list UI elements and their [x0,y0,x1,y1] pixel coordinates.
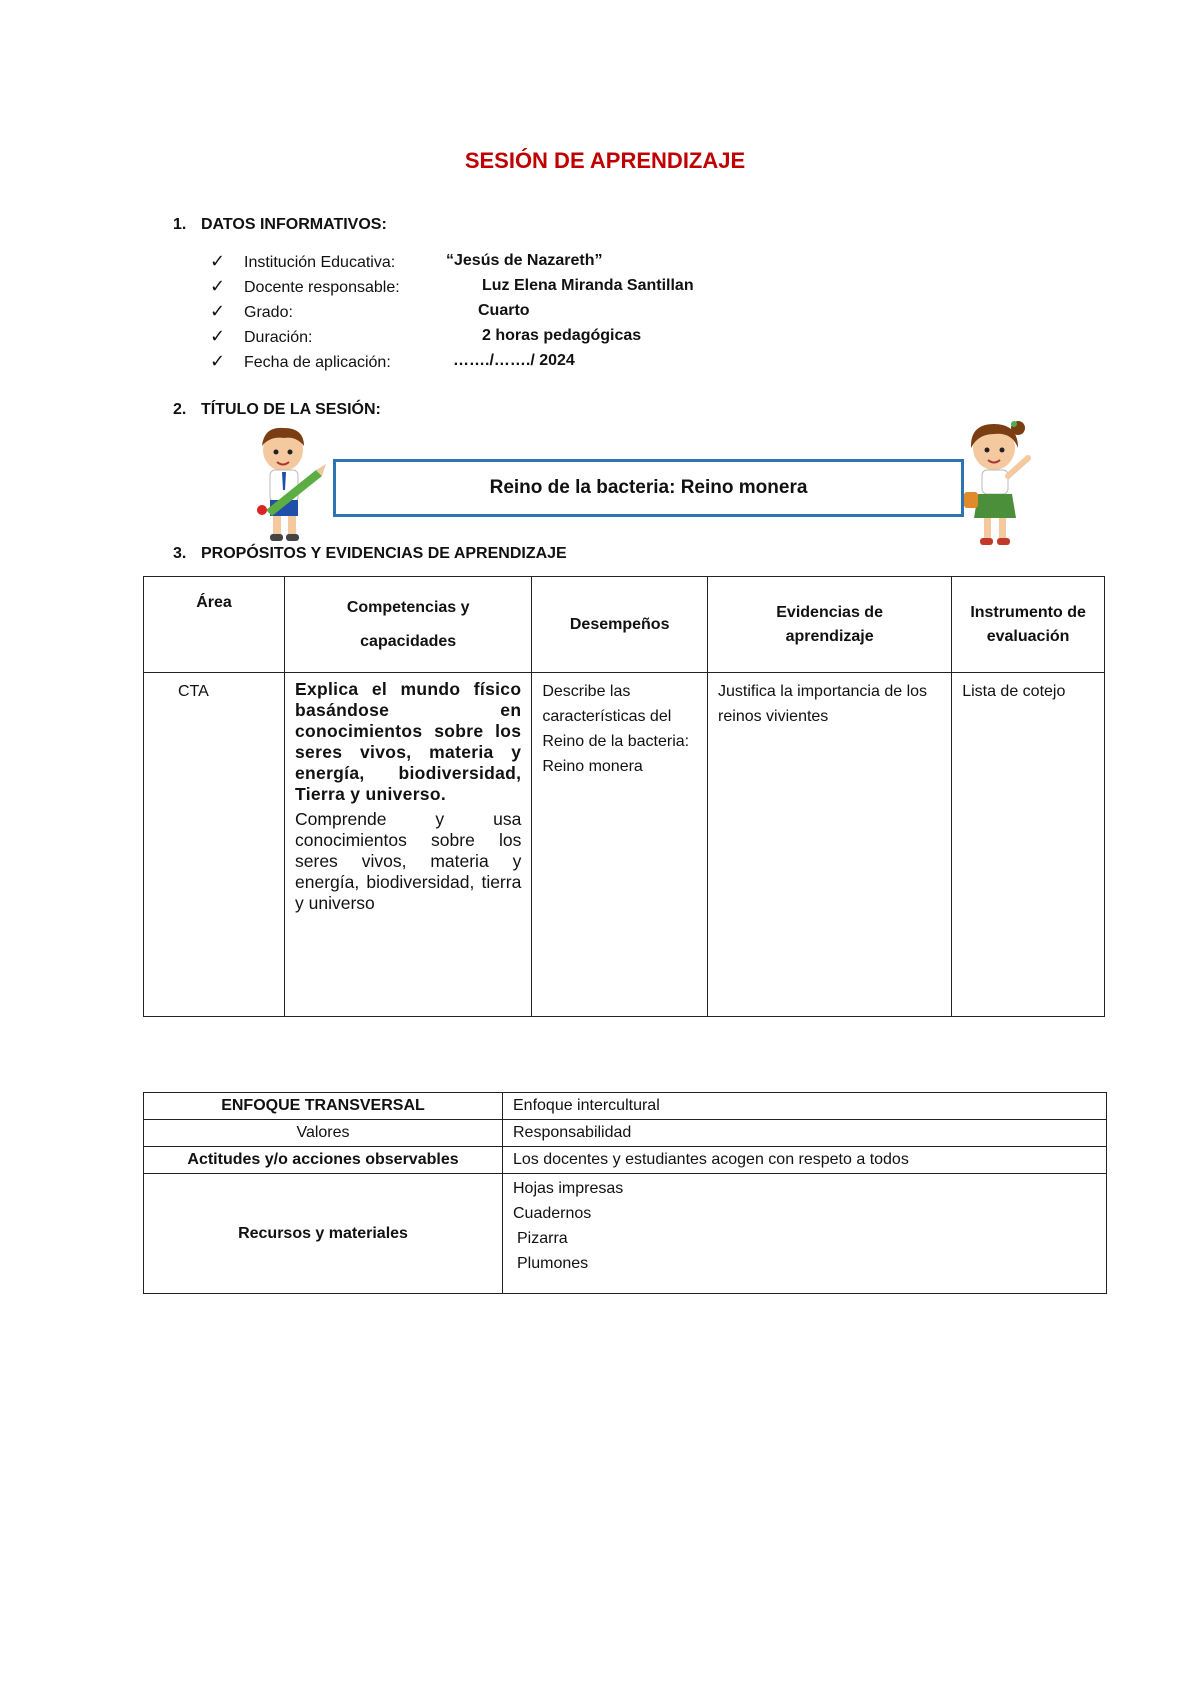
datos-item-fecha: ✓ Fecha de aplicación: ……./……./ 2024 [210,351,575,371]
table-row [144,1147,1107,1174]
header-evidencias: Evidencias de aprendizaje [708,577,952,673]
table-row [144,1093,1107,1120]
actitudes-label: Actitudes y/o acciones observables [144,1147,503,1174]
header-competencias: Competencias y capacidades [285,577,532,673]
table-row [144,1120,1107,1147]
datos-item-duracion: ✓ Duración: 2 horas pedagógicas [210,326,642,346]
datos-item-docente: ✓ Docente responsable: Luz Elena Miranda Santillan [210,276,694,296]
list-item: Cuadernos [513,1205,592,1222]
valores-value: Responsabilidad [503,1120,1107,1147]
section-heading-titulo: 2. TÍTULO DE LA SESIÓN: [173,401,381,418]
recursos-label: Recursos y materiales [144,1174,503,1294]
cell-evidencia: Justifica la importancia de los reinos vivientes [708,673,952,1017]
list-item: Plumones [517,1255,589,1272]
cell-competencias [285,673,532,1017]
cell-desempeno: Describe las características del Reino de la bacteria: Reino monera [532,673,708,1017]
check-icon: ✓ [210,326,226,346]
valores-label: Valores [144,1120,503,1147]
check-icon: ✓ [210,276,226,296]
girl-student-illustration [958,418,1034,552]
check-icon: ✓ [210,351,226,371]
table-row [144,1174,1107,1294]
list-item: Pizarra [517,1230,568,1247]
table-header-row [144,577,1105,673]
section-heading-datos: 1. DATOS INFORMATIVOS: [173,216,387,233]
check-icon: ✓ [210,301,226,321]
page-title: SESIÓN DE APRENDIZAJE [464,148,746,173]
actitudes-value: Los docentes y estudiantes acogen con respeto a todos [503,1147,1107,1174]
enfoque-table [143,1092,1107,1294]
datos-item-grado: ✓ Grado: Cuarto [210,301,530,321]
propositos-table [143,576,1105,1017]
list-item: Hojas impresas [513,1180,624,1197]
cell-area: CTA [144,673,285,1017]
enfoque-label: ENFOQUE TRANSVERSAL [144,1093,503,1120]
boy-student-illustration [248,424,328,546]
table-row [144,673,1105,1017]
session-title-box [333,459,964,517]
section-heading-propositos: 3. PROPÓSITOS Y EVIDENCIAS DE APRENDIZAJE [173,545,567,562]
capacidad-text: Comprende y usa conocimientos sobre los seres vivos, materia y energía, biodiversidad, tierra y universo [295,809,522,913]
enfoque-value: Enfoque intercultural [503,1093,1107,1120]
session-title: Reino de la bacteria: Reino monera [489,477,808,498]
header-instrumento: Instrumento de evaluación [952,577,1105,673]
datos-item-institucion: ✓ Institución Educativa: “Jesús de Nazareth” [210,251,603,271]
recursos-list [503,1174,1107,1294]
competencia-text: Explica el mundo físico basándose en conocimientos sobre los seres vivos, materia y energía, biodiversidad, Tierra y universo. [295,679,522,804]
check-icon: ✓ [210,251,226,271]
cell-instrumento: Lista de cotejo [952,673,1105,1017]
header-desempenos: Desempeños [532,577,708,673]
header-area: Área [144,577,285,673]
